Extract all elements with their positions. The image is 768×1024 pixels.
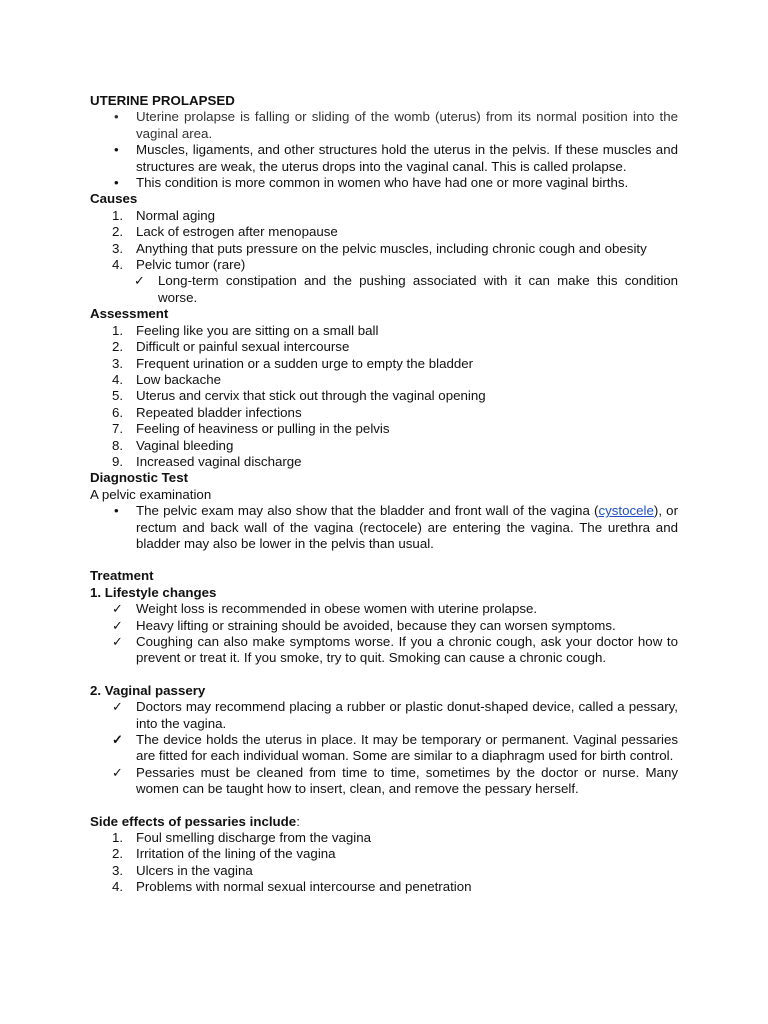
list-item bbox=[90, 846, 678, 862]
list-text: The device holds the uterus in place. It may be temporary or permanent. Vaginal pessaries are fitted for each individual woman. Some are similar to a diaphragm used for birth control. bbox=[136, 732, 678, 764]
passery-heading: 2. Vaginal passery bbox=[90, 682, 206, 698]
list-item bbox=[90, 503, 678, 552]
list-number: 8. bbox=[112, 437, 124, 453]
list-item bbox=[90, 765, 678, 798]
list-text: Problems with normal sexual intercourse and penetration bbox=[136, 879, 472, 895]
side-effects-colon: : bbox=[296, 813, 300, 829]
causes-heading: Causes bbox=[90, 191, 138, 207]
list-number: 3. bbox=[112, 862, 124, 878]
list-item bbox=[90, 601, 678, 617]
list-item bbox=[90, 257, 678, 273]
list-text: Vaginal bleeding bbox=[136, 437, 234, 453]
checkmark-icon: ✓ bbox=[112, 699, 123, 715]
checkmark-icon: ✓ bbox=[112, 617, 123, 633]
list-number: 2. bbox=[112, 339, 124, 355]
passery-list bbox=[90, 699, 678, 797]
list-text: Long-term constipation and the pushing associated with it can make this condition worse. bbox=[158, 273, 678, 305]
checkmark-icon: ✓ bbox=[112, 601, 123, 617]
list-text: Frequent urination or a sudden urge to empty the bladder bbox=[136, 355, 474, 371]
list-item bbox=[90, 388, 678, 404]
list-text: Feeling of heaviness or pulling in the pelvis bbox=[136, 421, 390, 437]
list-item bbox=[90, 421, 678, 437]
list-text: Normal aging bbox=[136, 207, 216, 223]
causes-sublist bbox=[90, 273, 678, 306]
list-number: 1. bbox=[112, 322, 124, 338]
list-item bbox=[90, 224, 678, 240]
list-text: Anything that puts pressure on the pelvic muscles, including chronic cough and obesity bbox=[136, 240, 647, 256]
spacer bbox=[90, 798, 678, 814]
checkmark-icon: ✓ bbox=[134, 273, 145, 289]
checkmark-icon: ✓ bbox=[112, 764, 123, 780]
list-item bbox=[90, 356, 678, 372]
treatment-heading: Treatment bbox=[90, 568, 154, 584]
list-item bbox=[90, 438, 678, 454]
document-body bbox=[90, 93, 678, 896]
side-effects-heading-line bbox=[90, 814, 678, 830]
list-text: Lack of estrogen after menopause bbox=[136, 224, 338, 240]
list-item bbox=[90, 241, 678, 257]
list-item bbox=[90, 863, 678, 879]
list-number: 1. bbox=[112, 830, 124, 846]
list-number: 4. bbox=[112, 257, 124, 273]
list-number: 9. bbox=[112, 453, 124, 469]
list-text: Coughing can also make symptoms worse. If you a chronic cough, ask your doctor how to prevent or treat it. If you smoke, try to quit. Smoking can cause a chronic cough. bbox=[136, 634, 678, 666]
list-item bbox=[90, 454, 678, 470]
causes-list bbox=[90, 208, 678, 274]
diagnostic-heading: Diagnostic Test bbox=[90, 470, 189, 486]
cystocele-link[interactable]: cystocele bbox=[598, 503, 654, 519]
list-item bbox=[90, 208, 678, 224]
list-item bbox=[90, 405, 678, 421]
list-text: Foul smelling discharge from the vagina bbox=[136, 830, 372, 846]
list-number: 4. bbox=[112, 879, 124, 895]
list-item bbox=[90, 830, 678, 846]
checkmark-icon: ✓ bbox=[112, 634, 123, 649]
list-text: Doctors may recommend placing a rubber or plastic donut-shaped device, called a pessary, into the vagina. bbox=[136, 699, 678, 731]
assessment-heading: Assessment bbox=[90, 306, 169, 322]
list-item: • Muscles, ligaments, and other structures hold the uterus in the pelvis. If these muscles and structures are weak, the uterus drops into the vaginal canal. This is called prolapse. bbox=[90, 142, 678, 175]
list-number: 6. bbox=[112, 404, 124, 420]
checkmark-icon: ✓ bbox=[112, 732, 123, 748]
list-text: Weight loss is recommended in obese women with uterine prolapse. bbox=[136, 601, 538, 617]
list-text: Difficult or painful sexual intercourse bbox=[136, 339, 350, 355]
list-text: Pessaries must be cleaned from time to time, sometimes by the doctor or nurse. Many women can be taught how to insert, clean, and remove the pessary herself. bbox=[136, 764, 678, 797]
list-item bbox=[90, 634, 678, 667]
list-number: 3. bbox=[112, 240, 124, 256]
side-effects-list bbox=[90, 830, 678, 896]
intro-list bbox=[90, 109, 678, 191]
list-number: 2. bbox=[112, 846, 124, 862]
diagnostic-list bbox=[90, 503, 678, 552]
list-number: 5. bbox=[112, 388, 124, 404]
list-text: Uterus and cervix that stick out through the vaginal opening bbox=[136, 388, 486, 404]
diagnostic-text: A pelvic examination bbox=[90, 486, 212, 502]
list-text: Heavy lifting or straining should be avoided, because they can worsen symptoms. bbox=[136, 617, 616, 633]
list-item bbox=[90, 372, 678, 388]
list-number: 3. bbox=[112, 355, 124, 371]
list-item bbox=[90, 273, 678, 306]
list-number: 2. bbox=[112, 224, 124, 240]
assessment-list bbox=[90, 323, 678, 471]
lifestyle-list bbox=[90, 601, 678, 667]
lifestyle-heading: 1. Lifestyle changes bbox=[90, 584, 217, 600]
list-text: The pelvic exam may also show that the bladder and front wall of the vagina ( bbox=[136, 503, 599, 519]
list-number: 1. bbox=[112, 207, 124, 223]
spacer bbox=[90, 552, 678, 568]
list-text: Pelvic tumor (rare) bbox=[136, 257, 246, 273]
list-text: Repeated bladder infections bbox=[136, 404, 302, 420]
side-effects-heading: Side effects of pessaries include bbox=[90, 813, 297, 829]
list-item bbox=[90, 732, 678, 765]
list-item: • This condition is more common in women who have had one or more vaginal births. bbox=[90, 175, 678, 191]
list-item bbox=[90, 699, 678, 732]
list-number: 7. bbox=[112, 421, 124, 437]
list-text: Ulcers in the vagina bbox=[136, 862, 253, 878]
list-item bbox=[90, 879, 678, 895]
list-number: 4. bbox=[112, 371, 124, 387]
list-text: Low backache bbox=[136, 371, 222, 387]
list-text: Feeling like you are sitting on a small ball bbox=[136, 322, 379, 338]
list-text: ), or rectum and back wall of the vagina (rectocele) are entering the vagina. The urethra and bladder may also be lower in the pelvis than usual. bbox=[136, 503, 679, 551]
page-title: UTERINE PROLAPSED bbox=[90, 93, 235, 108]
list-item bbox=[90, 618, 678, 634]
list-item: • Uterine prolapse is falling or sliding of the womb (uterus) from its normal position into the vaginal area. bbox=[90, 109, 678, 142]
list-text: Increased vaginal discharge bbox=[136, 453, 302, 469]
list-item bbox=[90, 339, 678, 355]
spacer bbox=[90, 667, 678, 683]
list-item bbox=[90, 323, 678, 339]
list-text: Irritation of the lining of the vagina bbox=[136, 846, 336, 862]
